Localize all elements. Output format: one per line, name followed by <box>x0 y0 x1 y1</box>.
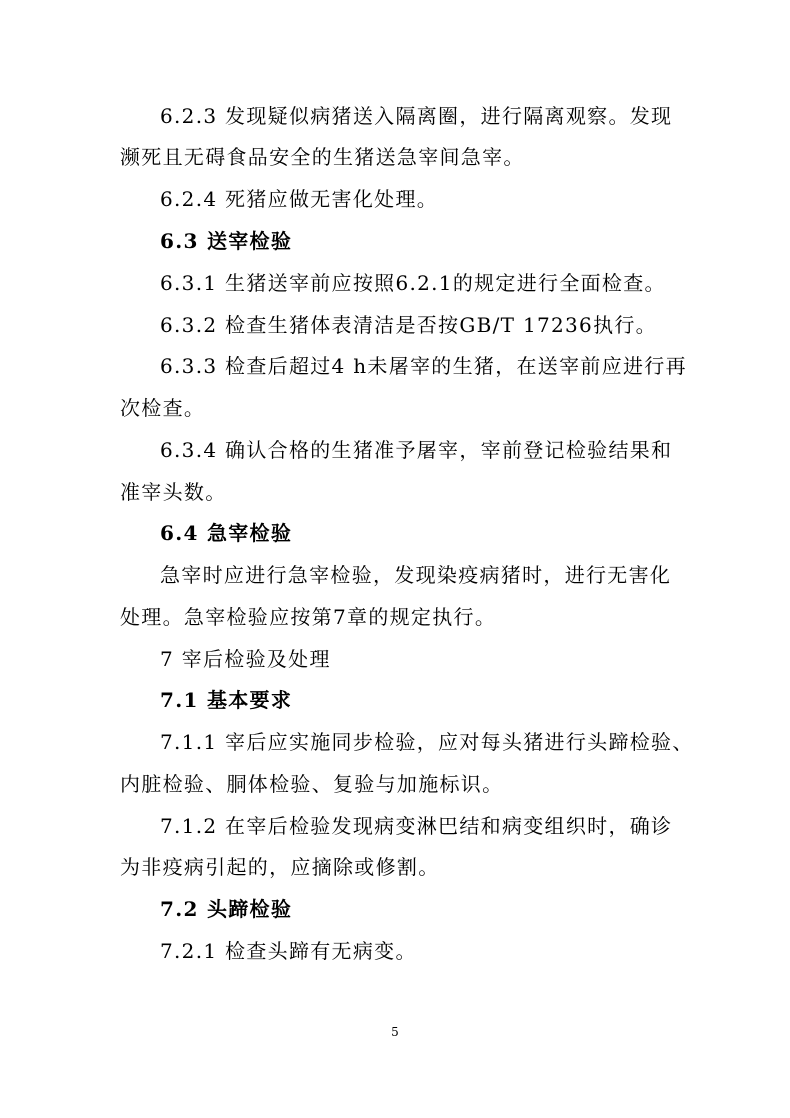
section-heading-7-2: 7.2 头蹄检验 <box>160 897 293 921</box>
section-heading-6-4: 6.4 急宰检验 <box>160 521 293 545</box>
paragraph-6-3-4-line-1: 6.3.4 确认合格的生猪准予屠宰，宰前登记检验结果和 <box>160 438 673 462</box>
section-heading-7-1: 7.1 基本要求 <box>160 688 293 712</box>
paragraph-7-1-2-line-1: 7.1.2 在宰后检验发现病变淋巴结和病变组织时，确诊 <box>160 814 673 838</box>
paragraph-6-3-3-line-1: 6.3.3 检查后超过4 h未屠宰的生猪，在送宰前应进行再 <box>160 354 687 378</box>
paragraph-6-4-line-1: 急宰时应进行急宰检验，发现染疫病猪时，进行无害化 <box>160 563 672 587</box>
paragraph-6-3-3-line-2: 次检查。 <box>120 396 206 420</box>
chapter-heading-7: 7 宰后检验及处理 <box>160 647 331 671</box>
paragraph-6-3-4-line-2: 准宰头数。 <box>120 480 227 504</box>
page-number: 5 <box>391 1025 399 1039</box>
paragraph-6-2-3-line-1: 6.2.3 发现疑似病猪送入隔离圈，进行隔离观察。发现 <box>160 104 673 128</box>
paragraph-6-4-line-2: 处理。急宰检验应按第7章的规定执行。 <box>120 605 497 629</box>
paragraph-7-1-2-line-2: 为非疫病引起的，应摘除或修割。 <box>120 855 440 879</box>
paragraph-6-2-4: 6.2.4 死猪应做无害化处理。 <box>160 187 439 211</box>
paragraph-7-1-1-line-2: 内脏检验、胴体检验、复验与加施标识。 <box>120 772 504 796</box>
paragraph-7-1-1-line-1: 7.1.1 宰后应实施同步检验，应对每头猪进行头蹄检验、 <box>160 730 694 754</box>
paragraph-6-3-2: 6.3.2 检查生猪体表清洁是否按GB/T 17236执行。 <box>160 313 657 337</box>
paragraph-6-3-1: 6.3.1 生猪送宰前应按照6.2.1的规定进行全面检查。 <box>160 271 666 295</box>
paragraph-7-2-1: 7.2.1 检查头蹄有无病变。 <box>160 939 417 963</box>
section-heading-6-3: 6.3 送宰检验 <box>160 229 293 253</box>
paragraph-6-2-3-line-2: 濒死且无碍食品安全的生猪送急宰间急宰。 <box>120 145 525 169</box>
